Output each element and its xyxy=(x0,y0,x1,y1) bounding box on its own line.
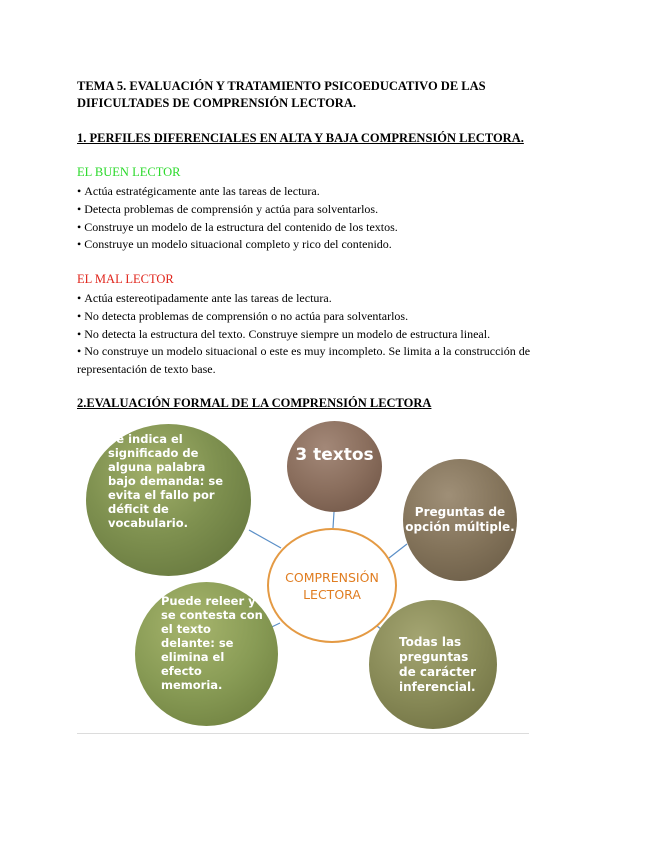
node-three-texts: 3 textos xyxy=(287,421,382,512)
node-reread: Puede releer y se contesta con el texto delante: se elimina el efecto memoria. xyxy=(135,582,278,726)
list-item: • Detecta problemas de comprensión y actúa para solventarlos. xyxy=(77,201,577,219)
list-item: • No detecta la estructura del texto. Construye siempre un modelo de estructura lineal. xyxy=(77,326,577,344)
section2-heading: 2.EVALUACIÓN FORMAL DE LA COMPRENSIÓN LECTORA xyxy=(77,396,432,410)
list-item: • Construye un modelo situacional completo y rico del contenido. xyxy=(77,236,577,254)
node-multiple-choice: Preguntas de opción múltiple. xyxy=(403,459,517,581)
list-item: • Construye un modelo de la estructura del contenido de los textos. xyxy=(77,219,577,237)
node-center: COMPRENSIÓN LECTORA xyxy=(267,528,397,643)
list-item: • Actúa estereotipadamente ante las tareas de lectura. xyxy=(77,290,577,308)
connector-right xyxy=(389,544,407,558)
list-item: • No detecta problemas de comprensión o no actúa para solventarlos. xyxy=(77,308,577,326)
section1-heading: 1. PERFILES DIFERENCIALES EN ALTA Y BAJA COMPRENSIÓN LECTORA. xyxy=(77,131,524,145)
bad-reader-list xyxy=(77,290,577,379)
node-vocabulary: Se indica el significado de alguna palabra bajo demanda: se evita el fallo por déficit de vocabulario. xyxy=(86,424,251,576)
node-inferential: Todas las preguntas de carácter inferencial. xyxy=(369,600,497,729)
document-title: TEMA 5. EVALUACIÓN Y TRATAMIENTO PSICOEDUCATIVO DE LAS DIFICULTADES DE COMPRENSIÓN LECTORA. xyxy=(77,79,486,110)
bad-reader-label: EL MAL LECTOR xyxy=(77,272,174,286)
good-reader-list xyxy=(77,183,577,254)
diagram-baseline xyxy=(77,733,529,734)
connector-top xyxy=(333,512,334,528)
list-item: • Actúa estratégicamente ante las tareas de lectura. xyxy=(77,183,577,201)
connector-top-left xyxy=(249,530,281,548)
good-reader-label: EL BUEN LECTOR xyxy=(77,165,181,179)
list-item: • No construye un modelo situacional o este es muy incompleto. Se limita a la construcción de representación de texto base. xyxy=(77,343,577,379)
comprehension-diagram xyxy=(77,418,529,734)
